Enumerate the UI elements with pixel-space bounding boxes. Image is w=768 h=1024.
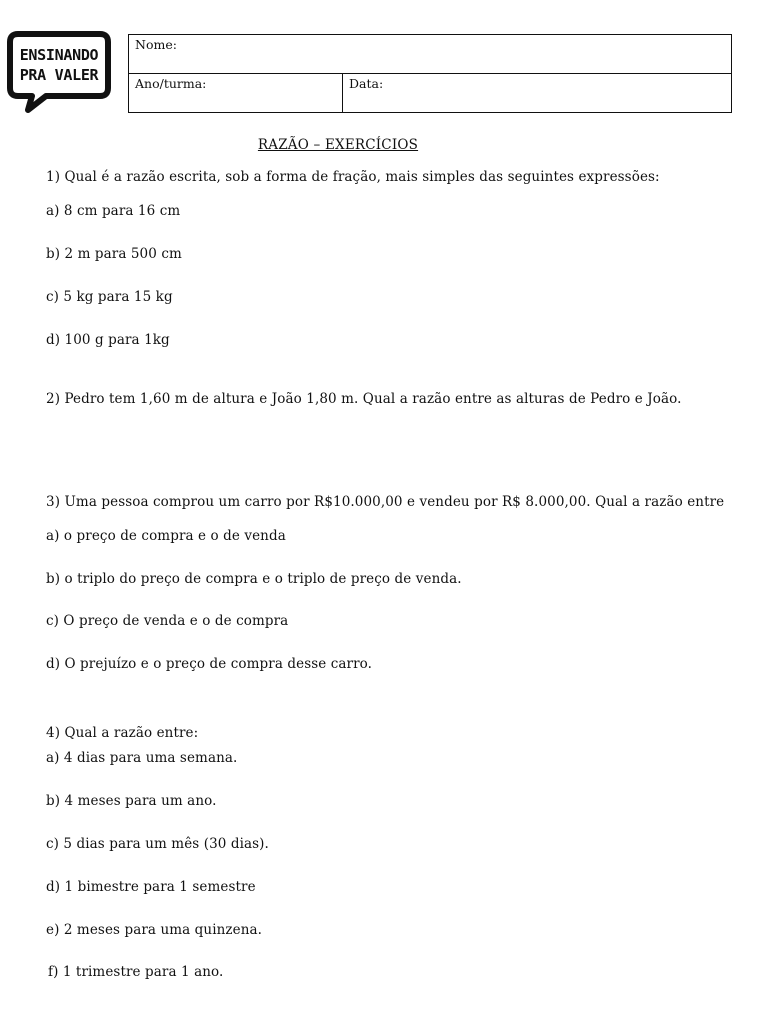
page-title: RAZÃO – EXERCÍCIOS [257,137,419,153]
question-1-item-c: c) 5 kg para 15 kg [46,289,173,305]
question-4-item-e: e) 2 meses para uma quinzena. [46,922,263,938]
question-1-item-b: b) 2 m para 500 cm [46,246,182,262]
ensinando-pra-valer-logo [4,28,114,114]
ano-turma-field[interactable] [129,74,343,113]
question-4-item-c: c) 5 dias para um mês (30 dias). [46,836,269,852]
question-2-prompt: 2) Pedro tem 1,60 m de altura e João 1,80 m. Qual a razão entre as alturas de Pedro e João. [46,391,682,407]
question-3-item-d: d) O prejuízo e o preço de compra desse carro. [46,656,373,672]
question-4-item-d: d) 1 bimestre para 1 semestre [46,879,256,895]
student-info-table [128,34,732,113]
question-1-item-a: a) 8 cm para 16 cm [46,203,181,219]
question-4-prompt: 4) Qual a razão entre: [46,725,199,741]
nome-field[interactable] [129,35,732,74]
data-label: Data: [349,76,384,91]
data-field[interactable] [343,74,732,113]
speech-bubble-icon [4,28,114,114]
question-3-item-c: c) O preço de venda e o de compra [46,613,289,629]
question-1-item-d: d) 100 g para 1kg [46,332,170,348]
question-4-item-a: a) 4 dias para uma semana. [46,750,238,766]
nome-label: Nome: [135,37,177,52]
question-3-prompt: 3) Uma pessoa comprou um carro por R$10.000,00 e vendeu por R$ 8.000,00. Qual a razão entre [46,494,725,510]
question-3-item-b: b) o triplo do preço de compra e o triplo de preço de venda. [46,571,462,587]
ano-turma-label: Ano/turma: [135,76,207,91]
logo-line-1: ENSINANDO [19,46,99,64]
question-1-prompt: 1) Qual é a razão escrita, sob a forma de fração, mais simples das seguintes expressões: [46,169,660,185]
question-3-item-a: a) o preço de compra e o de venda [46,528,286,544]
logo-line-2: PRA VALER [19,66,99,84]
question-4-item-b: b) 4 meses para um ano. [46,793,217,809]
question-4-item-f: f) 1 trimestre para 1 ano. [48,964,224,980]
